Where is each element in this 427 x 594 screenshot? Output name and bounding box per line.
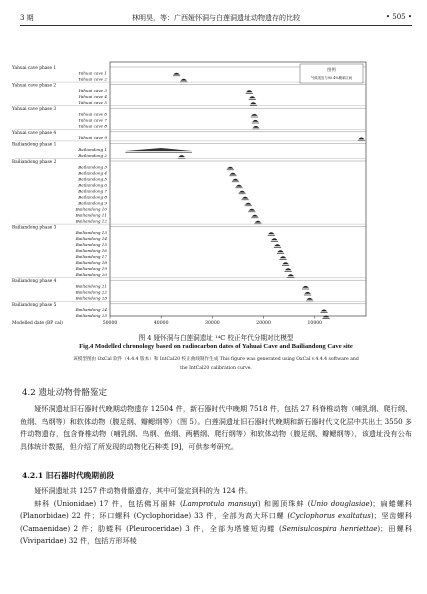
probability-distribution	[288, 274, 294, 276]
running-title: 林明昊，等：广西娅怀洞与白莲洞遗址动物遗存的比较	[132, 14, 300, 22]
sample-label: Bailiandong 13	[75, 230, 107, 235]
figure-caption-cn: 图 4 娅怀洞与白莲洞遗址 ¹⁴C 校正年代分期对比模型	[138, 334, 294, 342]
probability-distribution	[321, 310, 327, 312]
sample-label: Bailiandong 12	[75, 218, 107, 224]
sample-label: Bailiandong 21	[75, 283, 107, 289]
sample-label: Bailiandong 10	[75, 206, 107, 212]
probability-distribution	[242, 197, 248, 199]
sample-label: Yahuai cave 8	[78, 123, 107, 129]
sample-label: Bailiandong 2	[78, 152, 107, 158]
sample-label: Yahuai cave 5	[78, 100, 107, 105]
probability-distribution	[249, 209, 255, 211]
probability-distribution	[125, 148, 192, 151]
figure-note	[20, 355, 412, 373]
species-name: Semisulcospira henriettae	[281, 523, 378, 533]
x-tick-label: 30000	[205, 321, 220, 326]
sample-label: Bailiandong 6	[78, 182, 107, 188]
probability-distribution	[252, 215, 258, 217]
sample-label: Bailiandong 5	[78, 176, 107, 182]
x-tick-label: 20000	[256, 321, 271, 326]
sample-label: Yahuai cave 9	[78, 135, 107, 141]
probability-distribution	[306, 298, 312, 300]
x-tick-label: 40000	[153, 321, 169, 326]
sample-label: Bailiandong 7	[78, 188, 107, 194]
sample-label: Bailiandong 16	[75, 248, 107, 253]
phase-label: Yahuai cave phase 3	[12, 107, 57, 113]
sample-label: Yahuai cave 6	[78, 111, 107, 117]
paragraph-2b-text	[20, 498, 412, 548]
phase-label: Bailiandong phase 1	[12, 142, 57, 148]
figure-note-line1: 该模型图由 OxCal 软件（4.4.4 版本）和 IntCal20 校正曲线制作生成 This figure was generated using OxCal v.4.4.4 software and	[73, 357, 359, 362]
sample-label: Bailiandong 9	[78, 200, 107, 206]
legend-title: 图例	[327, 67, 336, 72]
phase-label: Bailiandong phase 2	[12, 160, 57, 165]
sample-label: Bailiandong 3	[78, 164, 107, 170]
probability-distribution	[253, 126, 259, 128]
sample-label: Bailiandong 23	[75, 295, 107, 301]
sample-label: Bailiandong 1	[78, 146, 107, 152]
text-run: )；扁蜷螺科 (Planorbidae) 22 件；环口螺科 (Cyclophoridae) 33 件，全部为高大环口螺 (	[20, 498, 412, 521]
plot-frame	[110, 62, 366, 316]
probability-distribution	[181, 79, 187, 81]
x-tick-label: 50000	[102, 321, 118, 326]
probability-distribution	[230, 173, 236, 175]
x-tick-label: 10000	[307, 321, 323, 326]
sample-label: Yahuai cave 1	[78, 70, 107, 76]
probability-distribution	[252, 120, 258, 122]
legend	[300, 64, 363, 83]
paragraph-1-text: 娅怀洞遗址旧石器时代晚期动物遗存 12504 件，新石器时代中晚期 7518 件，包括 27 科脊椎动物（哺乳纲、爬行纲、鱼纲、鸟纲等）和软体动物（腹足纲、瓣鳃纲等）（图 5）。白莲洞遗址旧石器时代晚期和新石器时代文化层中共出土 3550 多件动物遗存，包含脊椎动物（哺乳纲、鸟纲、鱼纲、两栖纲、爬行纲等）和软体动物（腹足纲、瓣鳃纲等），该遗址没有公布具体统计数据，但介绍了所发现的动物化石种类 [9]，可供参考研究。	[20, 404, 412, 451]
phase-label: Bailiandong phase 3	[12, 225, 57, 231]
probability-distribution	[255, 221, 261, 223]
figure-caption-en: Fig.4 Modelled chronology based on radiocarbon dates of Yahuai Cave and Bailiandong Cave site	[79, 343, 353, 350]
page-number: • 505 •	[385, 13, 412, 21]
probability-distribution	[268, 232, 274, 234]
paragraph-1	[20, 403, 412, 453]
probability-distribution	[245, 203, 251, 205]
legend-description: 气候适宜与95.4%概率区间	[310, 76, 353, 80]
probability-distribution	[249, 96, 255, 98]
probability-distribution	[251, 114, 257, 116]
sample-label: Bailiandong 11	[75, 212, 107, 218]
probability-distribution	[302, 286, 308, 288]
probability-distribution	[280, 256, 286, 258]
text-run: 蚌科 (Unionidae) 17 件，包括佛耳丽蚌 (	[34, 498, 183, 508]
sample-label: Bailiandong 4	[78, 170, 107, 176]
probability-distribution	[236, 185, 242, 187]
probability-distribution	[277, 250, 283, 252]
sample-label: Bailiandong 8	[78, 194, 107, 200]
probability-distribution	[285, 268, 291, 270]
sample-label: Bailiandong 19	[75, 266, 107, 271]
probability-distribution	[232, 179, 238, 181]
section-heading: 4.2 遗址动物骨骼鉴定	[22, 388, 108, 398]
sample-label: Yahuai cave 4	[78, 94, 107, 99]
paragraph-2	[20, 485, 412, 548]
sample-label: Bailiandong 22	[75, 289, 107, 295]
sample-label: Bailiandong 15	[75, 242, 107, 247]
probability-distribution	[271, 238, 277, 240]
sample-label: Bailiandong 14	[75, 236, 107, 241]
phase-label: Bailiandong phase 5	[12, 302, 57, 308]
probability-distribution	[250, 102, 256, 104]
sample-label: Bailiandong 25	[75, 313, 107, 319]
sample-label: Bailiandong 24	[75, 307, 107, 313]
sample-label: Yahuai cave 3	[78, 88, 107, 93]
probability-distribution	[304, 292, 310, 294]
probability-distribution	[227, 167, 233, 169]
probability-distribution	[358, 138, 364, 140]
figure-note-line2: the IntCal20 calibration curve.	[180, 366, 252, 371]
probability-distribution	[246, 90, 252, 92]
phase-label: Yahuai cave phase 4	[12, 130, 57, 136]
probability-distribution	[239, 191, 245, 193]
species-name: Lamprotula mansuyi	[182, 498, 258, 508]
sample-label: Bailiandong 20	[75, 272, 107, 277]
text-run: ) 和圆顶珠蚌 (	[257, 498, 311, 508]
probability-distribution	[173, 73, 179, 75]
issue-number: 3 期	[20, 14, 34, 22]
text-run: )；坚齿螺科 (Camaenidae) 2 件；肋蜷科 (Pleuroceridae) 3 件，全部为塔锥短沟蜷 (	[20, 511, 412, 533]
probability-distribution	[282, 262, 288, 264]
sample-label: Bailiandong 18	[75, 260, 107, 265]
x-axis-label: Modelled date (BP cal)	[12, 321, 63, 326]
species-name: Cyclophorus exaltatus	[290, 511, 371, 521]
sample-label: Bailiandong 17	[75, 254, 107, 259]
probability-distribution	[178, 155, 184, 157]
text-run: )；田螺科 (Viviparidae) 32 件，包括方形环棱	[20, 523, 412, 546]
probability-distribution	[274, 244, 280, 246]
subsection-heading: 4.2.1 旧石器时代晚期前段	[22, 471, 115, 480]
phase-label: Yahuai cave phase 1	[12, 66, 57, 71]
species-name: Unio douglasiae	[310, 498, 370, 508]
sample-label: Yahuai cave 2	[78, 76, 107, 82]
phase-label: Bailiandong phase 4	[12, 279, 57, 285]
sample-label: Yahuai cave 7	[78, 117, 107, 123]
phase-label: Yahuai cave phase 2	[12, 83, 57, 89]
paragraph-2a-text: 娅怀洞遗址共 1257 件动物骨骼遗存，其中可鉴定到科的为 124 件。	[34, 486, 253, 495]
